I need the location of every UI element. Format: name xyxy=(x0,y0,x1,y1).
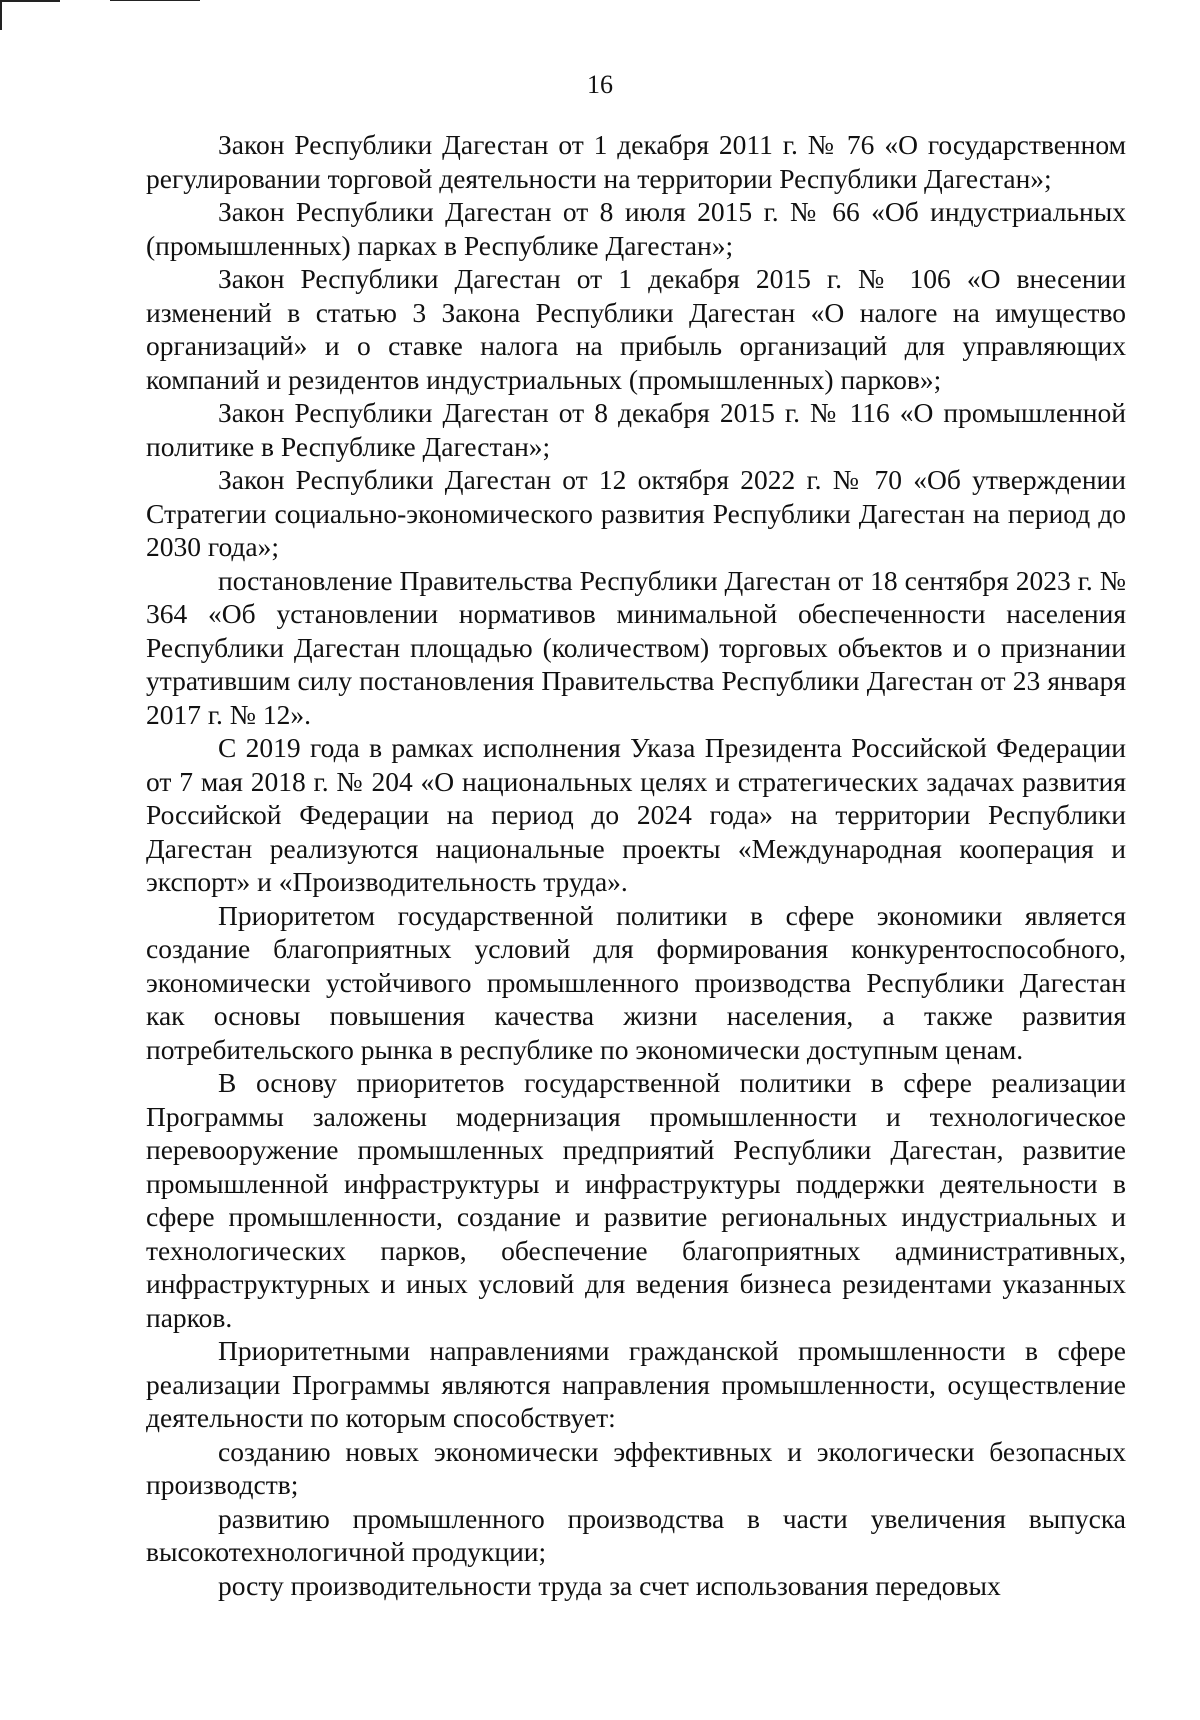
paragraph: Приоритетом государственной политики в сфере экономики является создание благоприятных условий для формирования конкурентоспособного, экономически устойчивого промышленного производства Республики Дагестан как основы повышения качества жизни населения, а также развития потребительского рынка в республике по экономически доступным ценам. xyxy=(146,899,1126,1065)
paragraph: Закон Республики Дагестан от 8 декабря 2015 г. № 116 «О промышленной политике в Республике Дагестан»; xyxy=(146,397,1126,462)
paragraph: Закон Республики Дагестан от 1 декабря 2015 г. № 106 «О внесении изменений в статью 3 Закона Республики Дагестан «О налоге на имущество организаций» и о ставке налога на прибыль организаций для управляющих компаний и резидентов индустриальных (промышленных) парков»; xyxy=(146,263,1126,395)
paragraph: Приоритетными направлениями гражданской промышленности в сфере реализации Программы являются направления промышленности, осуществление деятельности по которым способствует: xyxy=(146,1335,1126,1433)
scan-edge-mark xyxy=(110,0,200,1)
paragraph: В основу приоритетов государственной политики в сфере реализации Программы заложены модернизация промышленности и технологическое перевооружение промышленных предприятий Республики Дагестан, развитие промышленной инфраструктуры и инфраструктуры поддержки деятельности в сфере промышленности, создание и развитие региональных индустриальных и технологических парков, обеспечение благоприятных административных, инфраструктурных и иных условий для ведения бизнеса резидентами указанных парков. xyxy=(146,1067,1126,1333)
paragraph: Закон Республики Дагестан от 12 октября 2022 г. № 70 «Об утверждении Стратегии социально-экономического развития Республики Дагестан на период до 2030 года»; xyxy=(146,464,1126,562)
paragraph: росту производительности труда за счет использования передовых xyxy=(218,1569,1001,1601)
paragraph: С 2019 года в рамках исполнения Указа Президента Российской Федерации от 7 мая 2018 г. № 204 «О национальных целях и стратегических задачах развития Российской Федерации на период до 2024 года» на территории Республики Дагестан реализуются национальные проекты «Международная кооперация и экспорт» и «Производительность труда». xyxy=(146,732,1126,897)
document-body xyxy=(146,128,1126,1602)
paragraph: Закон Республики Дагестан от 8 июля 2015 г. № 66 «Об индустриальных (промышленных) парках в Республике Дагестан»; xyxy=(146,196,1126,261)
scan-edge-mark xyxy=(0,0,2,30)
scan-edge-mark xyxy=(0,0,60,2)
paragraph: созданию новых экономически эффективных и экологически безопасных производств; xyxy=(146,1435,1126,1500)
paragraph: постановление Правительства Республики Дагестан от 18 сентября 2023 г. № 364 «Об установлении нормативов минимальной обеспеченности населения Республики Дагестан площадью (количеством) торговых объектов и о признании утратившим силу постановления Правительства Республики Дагестан от 23 января 2017 г. № 12». xyxy=(146,564,1126,730)
paragraph: развитию промышленного производства в части увеличения выпуска высокотехнологичной продукции; xyxy=(146,1502,1126,1567)
page-number: 16 xyxy=(587,70,613,99)
paragraph: Закон Республики Дагестан от 1 декабря 2011 г. № 76 «О государственном регулировании торговой деятельности на территории Республики Дагестан»; xyxy=(146,129,1126,194)
